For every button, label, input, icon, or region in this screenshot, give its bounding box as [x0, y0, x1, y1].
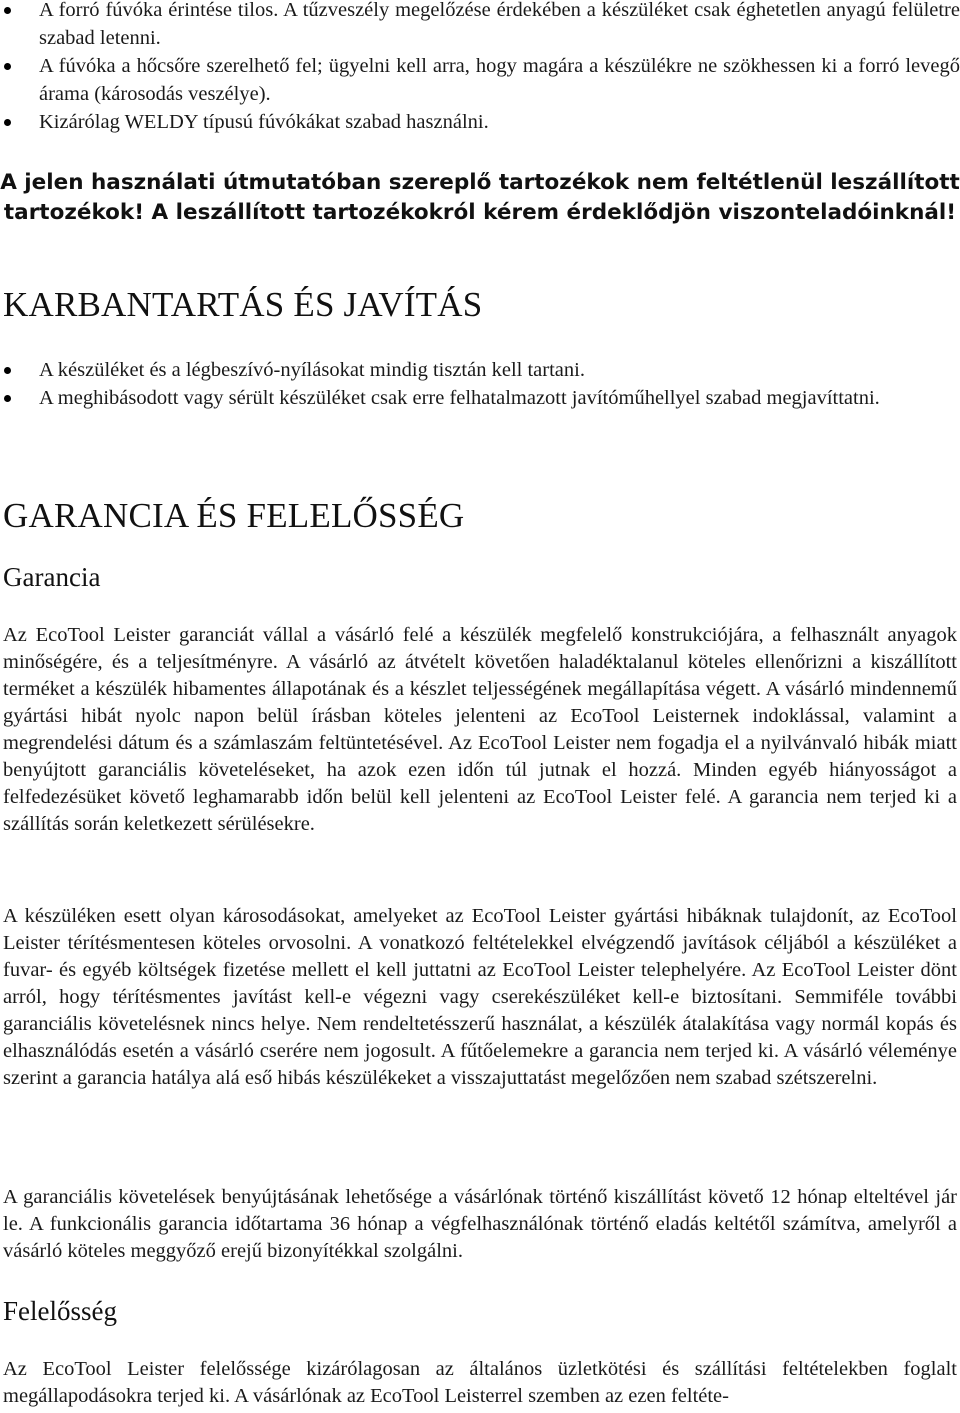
list-item: A forró fúvóka érintése tilos. A tűzveszély megelőzése érdekében a készüléket csak éghetetlen anyagú felületre szabad letenni. — [0, 0, 960, 52]
felelosseg-paragraph: Az EcoTool Leister felelőssége kizárólagosan az általános üzletkötési és szállítási feltételekben foglalt megállapodásokra terjed ki. A vásárlónak az EcoTool Leisterrel szemben az ezen feltéte- — [3, 1358, 957, 1407]
garancia-paragraph: A garanciális követelések benyújtásának lehetősége a vásárlónak történő kiszállítást követő 12 hónap elteltével jár le. A funkcionális garancia időtartama 36 hónap a végfelhasználónak történő eladás keltétől számítva, amelyről a vásárló köteles meggyőző erejű bizonyítékkal szolgálni. — [3, 1186, 957, 1262]
bullet-icon — [4, 395, 11, 402]
accessories-notice: A jelen használati útmutatóban szereplő tartozékok nem feltétlenül leszállított tartozékok! A leszállított tartozékokról kérem érdeklődjön viszonteladóinknál! — [0, 170, 960, 225]
bullet-icon — [4, 367, 11, 374]
maintenance-bullet-list — [0, 356, 960, 412]
warranty-heading: GARANCIA ÉS FELELŐSSÉG — [3, 496, 465, 535]
list-item: A készüléket és a légbeszívó-nyílásokat mindig tisztán kell tartani. — [0, 356, 960, 384]
garancia-subheading: Garancia — [3, 562, 101, 592]
list-item: Kizárólag WELDY típusú fúvókákat szabad használni. — [0, 108, 960, 136]
garancia-paragraph: Az EcoTool Leister garanciát vállal a vásárló felé a készülék megfelelő konstrukciójára, a felhasznált anyagok minőségére, és a teljesítményre. A vásárló az átvételt követően haladéktalanul köteles ellenőrizni a kiszállított terméket a készülék hibamentes állapotának és a készlet teljességének megállapítása végett. A vásárló mindennemű gyártási hibát nyolc napon belül írásban köteles jelenteni az EcoTool Leisternek indoklással, valamint a megrendelési dátum és a számlaszám feltüntetésével. Az EcoTool Leister nem fogadja el a nyilvánvaló hibák miatt benyújtott garanciális követeléseket, ha azok ezen időn túl jutnak el hozzá. Minden egyéb hiányosságot a felfedezésüket követő leghamarabb időn belül kell jelenteni az EcoTool Leister felé. A garancia nem terjed ki a szállítás során keletkezett sérülésekre. — [3, 624, 957, 835]
list-item: A meghibásodott vagy sérült készüléket csak erre felhatalmazott javítóműhellyel szabad megjavíttatni. — [0, 384, 960, 412]
bullet-icon — [4, 63, 11, 70]
felelosseg-subheading: Felelősség — [3, 1296, 117, 1326]
maintenance-heading: KARBANTARTÁS ÉS JAVÍTÁS — [3, 285, 483, 324]
bullet-icon — [4, 119, 11, 126]
list-item: A fúvóka a hőcsőre szerelhető fel; ügyelni kell arra, hogy magára a készülékre ne szökhessen ki a forró levegő árama (károsodás veszélye). — [0, 52, 960, 108]
garancia-paragraph: A készüléken esett olyan károsodásokat, amelyeket az EcoTool Leister gyártási hibáknak tulajdonít, az EcoTool Leister térítésmentesen köteles orvosolni. A vonatkozó feltételekkel elvégzendő javítások céljából a készüléket a fuvar- és egyéb költségek fizetése mellett el kell juttatni az EcoTool Leister telephelyére. Az EcoTool Leister dönt arról, hogy térítésmentes javítást kell-e végezni vagy cserekészüléket kell-e biztosítani. Semmiféle további garanciális követelésnek nincs helye. Nem rendeltetésszerű használat, a készülék átalakítása vagy normál kopás és elhasználódás esetén a vásárló cserére nem jogosult. A fűtőelemekre a garancia nem terjed ki. A vásárló véleménye szerint a garancia hatálya alá eső hibás készülékeket a visszajuttatást megelőzően nem szabad szétszerelni. — [3, 905, 957, 1089]
safety-bullet-list — [0, 0, 960, 136]
bullet-icon — [4, 7, 11, 14]
